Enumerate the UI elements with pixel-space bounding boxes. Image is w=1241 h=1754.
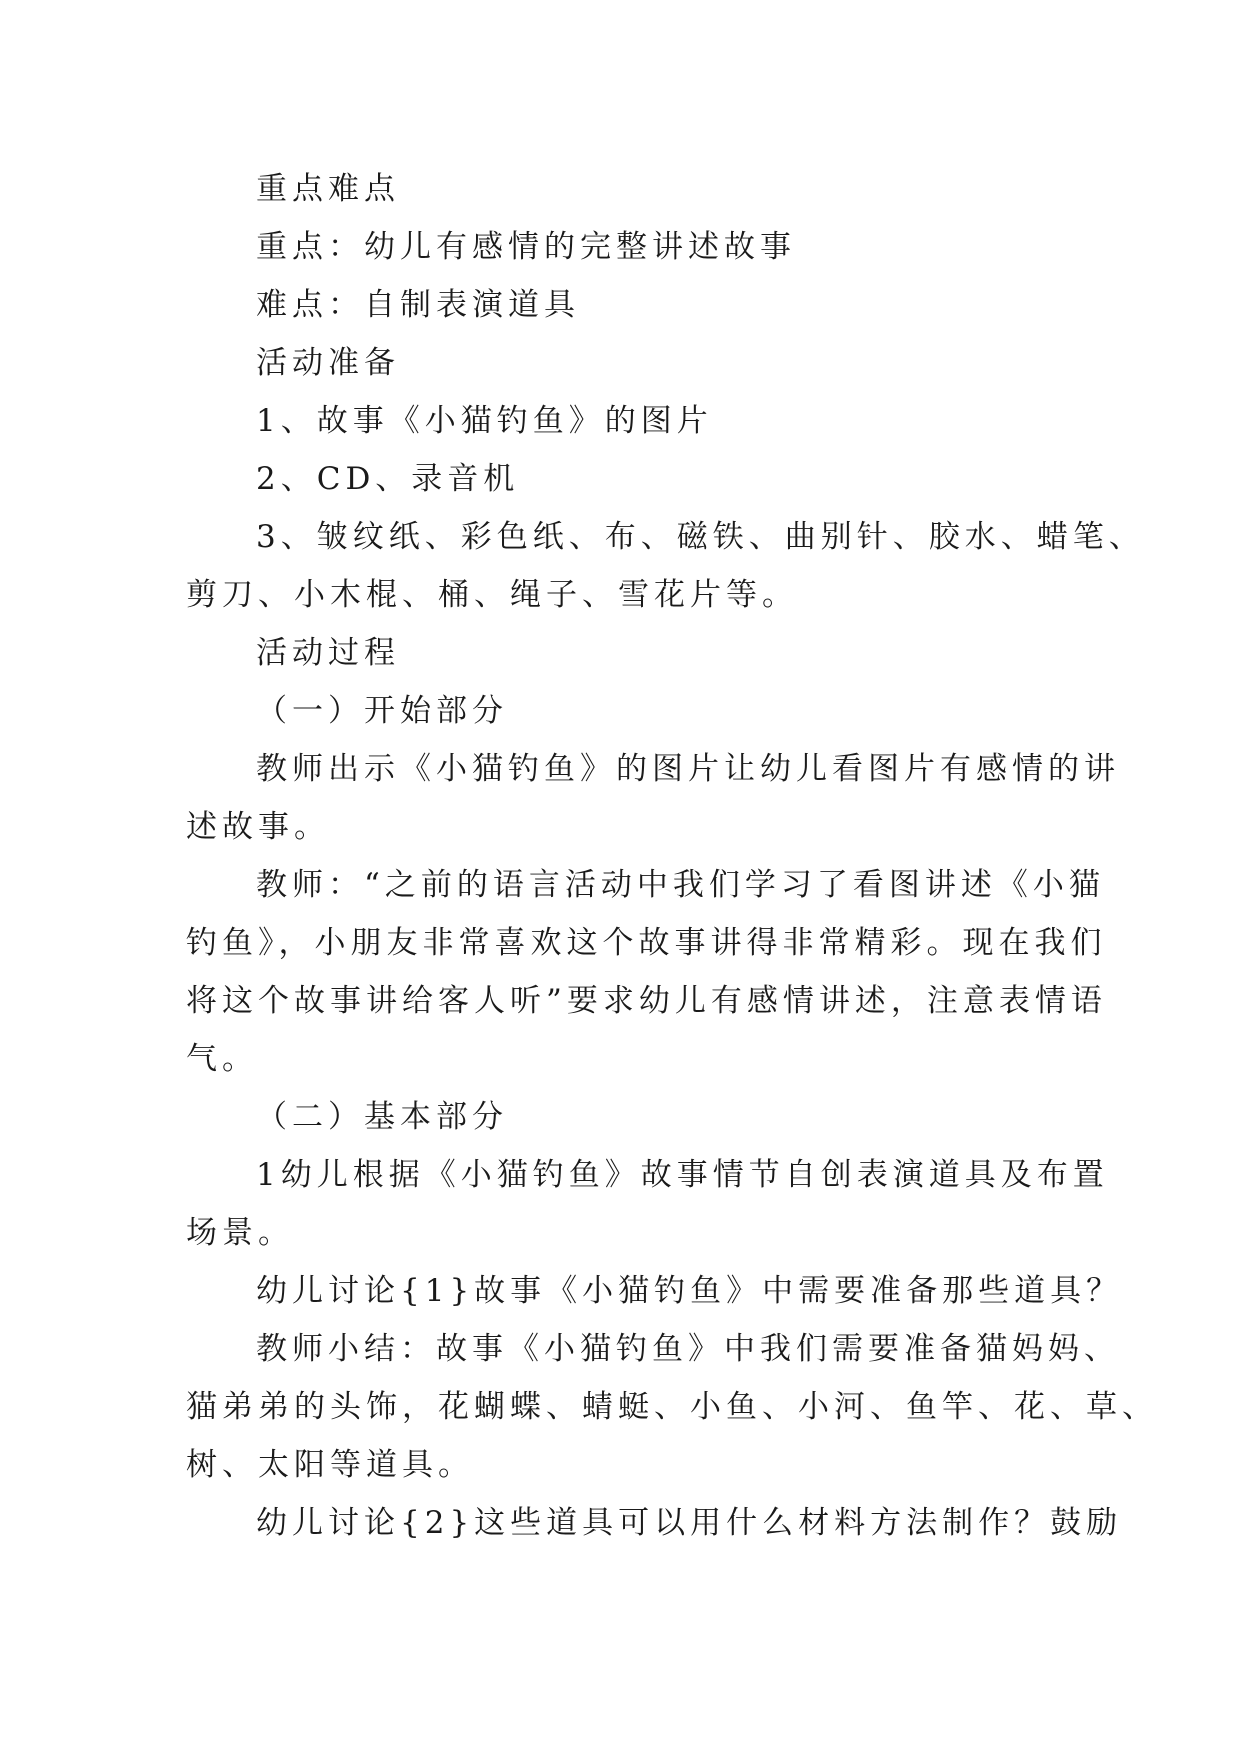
text-line: 幼儿讨论{2}这些道具可以用什么材料方法制作？鼓励 [256,1505,1123,1541]
list-item-2 [186,450,1066,508]
heading-part-two [186,1088,1066,1146]
heading-process [186,624,1066,682]
paragraph-teacher-shows [186,740,1120,856]
text-line: （一）开始部分 [256,693,508,729]
text-line: 重点：幼儿有感情的完整讲述故事 [256,229,796,265]
paragraph-discussion-2 [186,1494,1123,1552]
heading-part-one [186,682,1066,740]
text-line: 活动准备 [256,345,400,381]
text-line: 场景。 [186,1215,294,1251]
heading-key-points [186,160,1066,218]
text-line: 活动过程 [256,635,400,671]
list-item-1 [186,392,1066,450]
text-line: 述故事。 [186,809,330,845]
paragraph-teacher-quote [186,856,1107,1088]
text-line: 教师：“之前的语言活动中我们学习了看图讲述《小猫 [256,867,1105,903]
text-line: 2、CD、录音机 [256,461,520,497]
document-body [186,160,1158,1552]
paragraph-discussion-1 [186,1262,1123,1320]
heading-preparation [186,334,1066,392]
text-line: 重点难点 [256,171,400,207]
list-item-3 [186,508,1145,624]
paragraph-teacher-summary [186,1320,1158,1494]
text-line: 猫弟弟的头饰，花蝴蝶、蜻蜓、小鱼、小河、鱼竿、花、草、 [186,1389,1158,1425]
text-line: （二）基本部分 [256,1099,508,1135]
paragraph-props-creation [186,1146,1109,1262]
text-line: 剪刀、小木棍、桶、绳子、雪花片等。 [186,577,798,613]
text-line: 树、太阳等道具。 [186,1447,474,1483]
text-line: 钓鱼》，小朋友非常喜欢这个故事讲得非常精彩。现在我们 [186,925,1107,961]
text-line: 幼儿讨论{1}故事《小猫钓鱼》中需要准备那些道具？ [256,1273,1123,1309]
text-line: 1、故事《小猫钓鱼》的图片 [256,403,713,439]
text-line: 1幼儿根据《小猫钓鱼》故事情节自创表演道具及布置 [256,1157,1109,1193]
text-line: 难点：自制表演道具 [256,287,580,323]
text-line: 将这个故事讲给客人听”要求幼儿有感情讲述，注意表情语 [186,983,1107,1019]
text-line: 教师小结：故事《小猫钓鱼》中我们需要准备猫妈妈、 [256,1331,1120,1367]
text-line: 气。 [186,1041,258,1077]
text-line: 教师出示《小猫钓鱼》的图片让幼儿看图片有感情的讲 [256,751,1120,787]
text-line: 3、皱纹纸、彩色纸、布、磁铁、曲别针、胶水、蜡笔、 [256,519,1145,555]
paragraph-key-point [186,218,1066,276]
paragraph-difficulty [186,276,1066,334]
